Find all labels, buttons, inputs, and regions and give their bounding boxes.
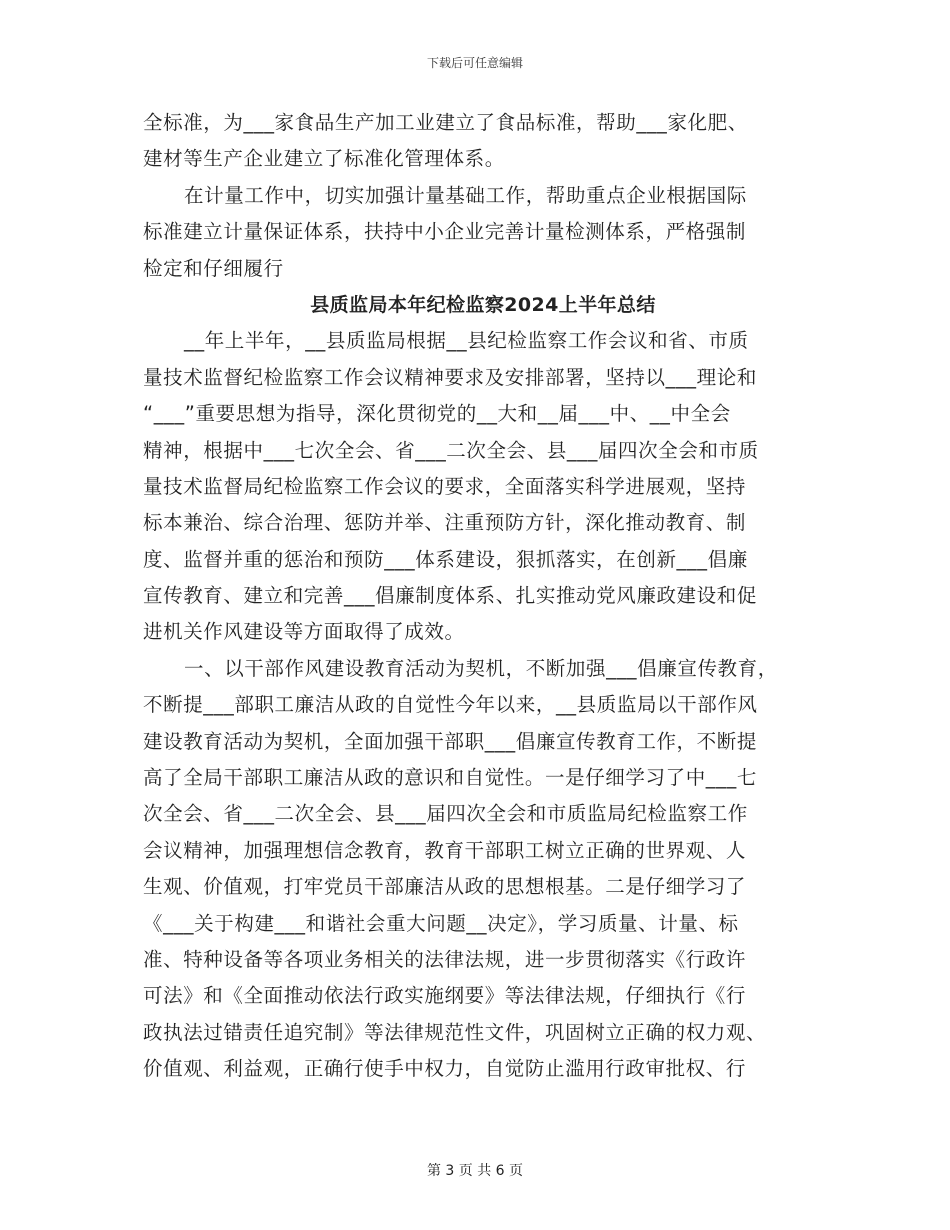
text-line: 标准建立计量保证体系，扶持中小企业完善计量检测体系，严格强制 — [143, 220, 747, 244]
text-line: 量技术监督纪检监察工作会议精神要求及安排部署，坚持以___理论和 — [143, 365, 757, 389]
section-title: 县质监局本年纪检监察2024上半年总结 — [310, 293, 656, 316]
page-header: 下载后可任意编辑 — [426, 56, 523, 70]
text-line: 量技术监督局纪检监察工作会议的要求，全面落实科学进展观，坚持 — [143, 474, 747, 498]
text-line: 检定和仔细履行 — [143, 256, 284, 280]
paragraph-start: __年上半年，__县质监局根据__县纪检监察工作会议和省、市质 — [184, 329, 749, 353]
text-line: 生观、价值观，打牢党员干部廉洁从政的思想根基。二是仔细学习了 — [143, 875, 747, 899]
text-line: 准、特种设备等各项业务相关的法律法规，进一步贯彻落实《行政许 — [143, 947, 747, 971]
document-body — [143, 105, 823, 1088]
text-line: 标本兼治、综合治理、惩防并举、注重预防方针，深化推动教育、制 — [143, 511, 747, 535]
text-line: 政执法过错责任追究制》等法律规范性文件，巩固树立正确的权力观、 — [143, 1020, 767, 1044]
text-line: 可法》和《全面推动依法行政实施纲要》等法律法规，仔细执行《行 — [143, 984, 747, 1008]
text-line: 进机关作风建设等方面取得了成效。 — [143, 620, 465, 644]
page-footer: 第 3 页 共 6 页 — [426, 1163, 524, 1179]
text-line: 不断提___部职工廉洁从政的自觉性今年以来，__县质监局以干部作风 — [143, 693, 758, 717]
text-line: 价值观、利益观，正确行使手中权力，自觉防止滥用行政审批权、行 — [143, 1057, 747, 1081]
text-line: 高了全局干部职工廉洁从政的意识和自觉性。一是仔细学习了中___七 — [143, 766, 757, 790]
text-line: 会议精神，加强理想信念教育，教育干部职工树立正确的世界观、人 — [143, 838, 747, 862]
text-line: 《___关于构建___和谐社会重大问题__决定》，学习质量、计量、标 — [143, 911, 739, 935]
text-line: 精神，根据中___七次全会、省___二次全会、县___届四次全会和市质 — [143, 438, 759, 462]
paragraph-start: 在计量工作中，切实加强计量基础工作，帮助重点企业根据国际 — [184, 183, 747, 207]
text-line: 建设教育活动为契机，全面加强干部职___倡廉宣传教育工作，不断提 — [143, 729, 757, 753]
text-line: 宣传教育、建立和完善___倡廉制度体系、扎实推动党风廉政建设和促 — [143, 584, 757, 608]
text-line: 度、监督并重的惩治和预防___体系建设，狠抓落实，在创新___倡廉 — [143, 547, 748, 571]
paragraph-start: 一、以干部作风建设教育活动为契机，不断加强___倡廉宣传教育， — [184, 656, 778, 680]
text-line: “___”重要思想为指导，深化贯彻党的__大和__届___中、__中全会 — [143, 402, 731, 426]
text-line: 全标准，为___家食品生产加工业建立了食品标准，帮助___家化肥、 — [143, 111, 748, 134]
text-line: 次全会、省___二次全会、县___届四次全会和市质监局纪检监察工作 — [143, 802, 748, 826]
text-line: 建材等生产企业建立了标准化管理体系。 — [143, 147, 505, 171]
